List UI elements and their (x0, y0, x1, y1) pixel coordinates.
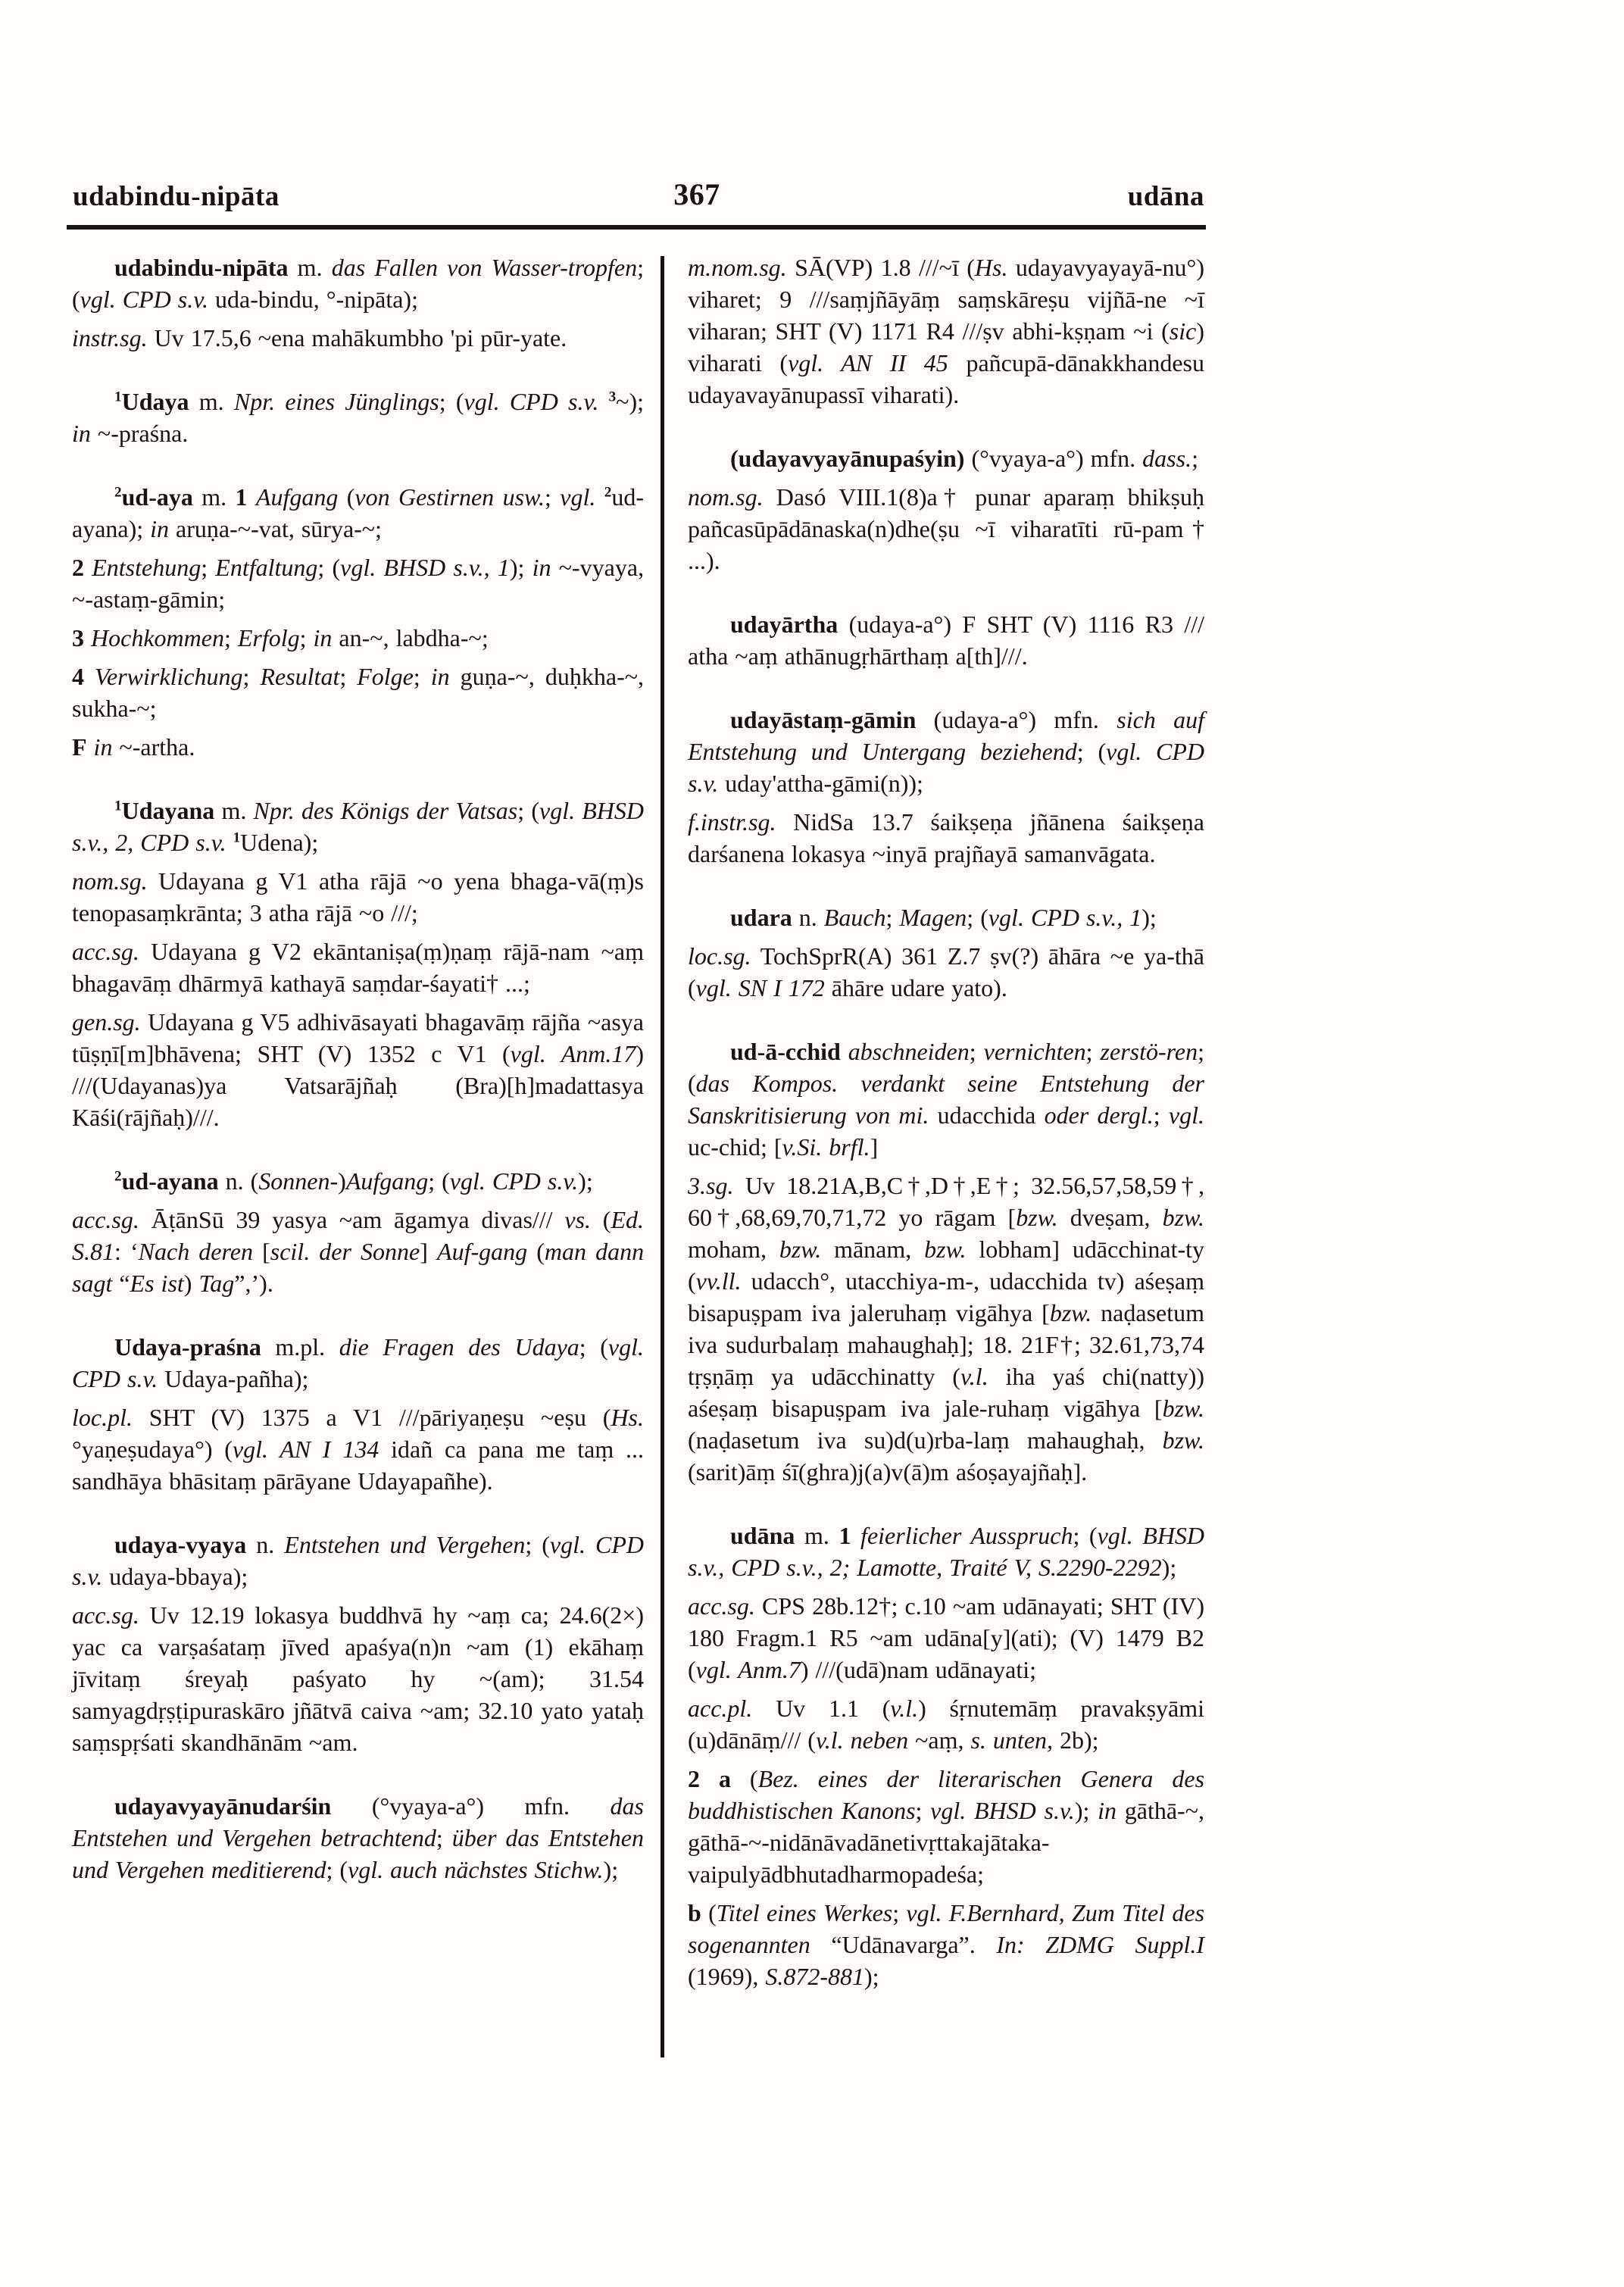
entry-ud-ayana-2 (72, 1165, 644, 1197)
text-run: m. (189, 388, 234, 415)
text-run: in (150, 515, 170, 542)
text-run: ; ( (1076, 738, 1107, 765)
text-run: ; (892, 1899, 907, 1926)
text-run: sic (1169, 317, 1197, 345)
text-run: Udaya-praśna (114, 1333, 261, 1361)
sense-f (72, 731, 644, 763)
text-run: n. (792, 904, 824, 931)
text-run: von Gestirnen usw. (354, 483, 545, 511)
text-run: uday'attha-gāmi(n)); (718, 770, 923, 797)
text-run: udayāstaṃ-gāmin (730, 706, 917, 733)
text-run: mānam, (821, 1236, 925, 1263)
text-run: ; (436, 1824, 452, 1851)
entry-udaya-1 (72, 386, 644, 449)
text-run: nom.sg. (688, 483, 764, 511)
text-run: scil. der Sonne (270, 1238, 420, 1265)
text-run: f.instr.sg. (688, 808, 776, 836)
text-run: Entfaltung (215, 554, 318, 581)
text-run: acc.sg. (72, 938, 139, 965)
text-run: in (313, 624, 333, 651)
text-run: (sarit)āṃ śī(ghra)j(a)v(ā)m aśoṣayajñaḥ]. (688, 1458, 1088, 1486)
entry-udara (688, 901, 1204, 933)
text-run: 3 (608, 389, 617, 405)
gram-loc-sg (688, 940, 1204, 1004)
text-run: vgl. CPD s.v. (72, 1531, 645, 1590)
text-run: vgl. Anm.17 (510, 1040, 636, 1067)
text-run: 2b); (1053, 1726, 1099, 1754)
text-run: ; (339, 663, 358, 690)
text-run: m. (214, 797, 254, 824)
text-run: : ‘ (114, 1238, 139, 1265)
text-run: [ (252, 1238, 270, 1265)
text-run: vgl. AN II 45 (788, 349, 948, 376)
text-run: Uv 12.19 lokasya buddhvā hy ~aṃ ca; 24.6(2×) yac ca varṣaśataṃ jīved apaśya(n)n ~am (1) ekāhaṃ jīvitaṃ śreyaḥ paśyato hy ~(am); 31.54 samyagdṛṣṭipuraskāro jñātvā caiva ~am; 32.10 yato yataḥ saṃspṛśati skandhānām ~am. (72, 1601, 644, 1756)
entry-udaya-prasna (72, 1331, 644, 1395)
text-run: Auf-gang (437, 1238, 528, 1265)
text-run: uc-chid; [ (688, 1133, 782, 1161)
text-run (84, 663, 95, 690)
entry-ud-a-cchid (688, 1036, 1204, 1163)
text-run: Erfolg (237, 624, 300, 651)
text-run: S.872-881 (765, 1963, 864, 1990)
text-run: TochSprR(A) 361 Z.7 ṣv(?) āhāra ~e ya-thā ( (688, 942, 1204, 1001)
text-run: vgl. CPD s.v. (464, 388, 599, 415)
text-run: lobham] udācchinat-ty ( (688, 1236, 1205, 1295)
text-run: Entstehen und Vergehen (284, 1531, 526, 1558)
text-run: ; (223, 624, 238, 651)
text-run: in (1098, 1797, 1116, 1824)
gram-nom-sg-r (688, 481, 1204, 576)
text-run: 1 (839, 1522, 851, 1549)
gram-instr-sg (72, 322, 644, 354)
text-run: dveṣam, (1057, 1204, 1163, 1231)
text-run: Folge (357, 663, 414, 690)
text-run: oder dergl. (1044, 1101, 1154, 1129)
sense-2 (72, 551, 644, 615)
text-run: guṇa-~, duḥkha-~, sukha-~; (72, 663, 645, 722)
text-run: Es ist (130, 1270, 184, 1297)
text-run: ud-aya (121, 483, 193, 511)
text-run: 1 (233, 830, 241, 846)
entry-udana (688, 1520, 1204, 1583)
text-run: loc.pl. (72, 1404, 133, 1431)
text-run: n. (246, 1531, 285, 1558)
text-run: ud-ayana); (72, 483, 645, 542)
text-run: loc.sg. (688, 942, 751, 970)
entry-udayavyayanudarsin (72, 1790, 644, 1886)
text-run: vgl. AN I 134 (232, 1436, 379, 1463)
text-run: Sonnen- (258, 1167, 339, 1195)
text-run: 1 (114, 798, 122, 814)
text-run: (udaya-a°) F SHT (V) 1116 R3 /// atha ~aṃ athānugṛhārthaṃ a[th]///. (688, 611, 1204, 670)
text-run: ~-praśna. (90, 420, 189, 447)
header-left-keyword: udabindu-nipāta (73, 181, 280, 212)
text-run: (°vyaya-a°) mfn. (964, 445, 1143, 472)
entry-udayartha (688, 608, 1204, 672)
text-run: über das Entstehen und Vergehen meditierend (72, 1824, 644, 1883)
text-run: acc.sg. (72, 1206, 139, 1233)
text-run: Hochkommen (91, 624, 224, 651)
text-run: In: ZDMG Suppl.I (996, 1931, 1204, 1958)
text-run: Npr. eines Jünglings (233, 388, 439, 415)
text-run: ĀṭānSū 39 yasya ~am āgamya divas/// (139, 1206, 565, 1233)
text-run: vgl. CPD s.v. (688, 738, 1205, 797)
text-run: das Fallen von Wasser-tropfen (331, 254, 638, 281)
text-run: ); (864, 1963, 879, 1990)
text-run: ); (603, 1856, 619, 1883)
text-run: ; ( (439, 388, 464, 415)
text-run: ] (870, 1133, 879, 1161)
text-run: Verwirklichung (95, 663, 243, 690)
left-column (72, 252, 644, 1886)
text-run: in (72, 420, 91, 447)
text-run: m. (192, 483, 236, 511)
text-run: bzw. (924, 1236, 967, 1263)
text-run: āhāre udare yato). (824, 974, 1007, 1001)
text-run: ; (242, 663, 261, 690)
text-run: in (93, 733, 113, 761)
text-run: Dasó VIII.1(8)a† punar aparaṃ bhikṣuḥ pañcasūpādānaska(n)dhe(ṣu ~ī viharatīti rū-pam† ...). (688, 483, 1204, 574)
text-run: udaya-vyaya (114, 1531, 247, 1558)
text-run: vgl. CPD s.v. (80, 286, 209, 313)
text-run: 2 (72, 554, 84, 581)
entry-ud-aya-2 (72, 481, 644, 545)
text-run: v.l. neben (815, 1726, 909, 1754)
text-run: ) ///(udā)nam udānayati; (800, 1656, 1037, 1683)
text-run: Udayana g V1 atha rājā ~o yena bhaga-vā(ṃ)s tenopasaṃkrānta; 3 atha rājā ~o ///; (72, 867, 644, 926)
text-run: udacch°, utacchiya-m-, udacchida tv) aśeṣaṃ bisapuṣpam iva jaleruhaṃ vigāhya [ (688, 1267, 1204, 1326)
text-run: Udayana g V5 adhivāsayati bhagavāṃ rājña ~asya tūṣṇī[m]bhāvena; SHT (V) 1352 c V1 ( (72, 1008, 644, 1067)
text-run: ; ( (72, 254, 644, 313)
text-run: Udena); (240, 829, 319, 856)
text-run: v.Si. brfl. (782, 1133, 870, 1161)
text-run: vgl. CPD s.v. (72, 1333, 645, 1392)
text-run: ); (1161, 1554, 1177, 1581)
text-run: aruṇa-~-vat, sūrya-~; (169, 515, 382, 542)
text-run: in (532, 554, 551, 581)
sense-4 (72, 661, 644, 724)
text-run: vgl. BHSD s.v., 1 (340, 554, 510, 581)
text-run: NidSa 13.7 śaikṣeṇa jñānena śaikṣeṇa darśanena lokasya ~inyā prajñayā samanvāgata. (688, 808, 1204, 867)
text-run: 1 (235, 483, 248, 511)
text-run: m.nom.sg. (688, 254, 787, 281)
text-run: ; (299, 624, 314, 651)
text-run: das Entstehen und Vergehen betrachtend (72, 1792, 644, 1851)
text-run: F (72, 733, 87, 761)
header-right-keyword: udāna (1127, 181, 1204, 212)
text-run: v.l. (960, 1363, 988, 1390)
text-run: ~aṃ, (908, 1726, 971, 1754)
text-run: Bez. eines der literarischen Genera des buddhistischen Kanons (688, 1765, 1205, 1824)
gram-gen-sg (72, 1006, 644, 1133)
text-run: Udaya (121, 388, 189, 415)
text-run: ) viharati ( (688, 317, 1204, 376)
text-run: m. (795, 1522, 839, 1549)
text-run: (1969), (688, 1963, 766, 1990)
text-run: 3.sg. (688, 1172, 734, 1199)
sense-2b (688, 1897, 1204, 1992)
text-run: udabindu-nipāta (114, 254, 289, 281)
gram-acc-pl (688, 1692, 1204, 1756)
gram-acc-sg-r (688, 1590, 1204, 1686)
text-run: ; ( (517, 797, 539, 824)
text-run: udaya-bbaya); (102, 1563, 248, 1590)
text-run: ; (969, 1038, 984, 1065)
text-run: Magen (899, 904, 967, 931)
text-run: bzw. (1162, 1426, 1204, 1454)
text-run (598, 388, 608, 415)
text-run: ); (509, 554, 532, 581)
text-run: sich auf Entstehung und Untergang beziehend (688, 706, 1205, 765)
gram-f-instr-sg (688, 806, 1204, 870)
text-run: n. ( (218, 1167, 259, 1195)
text-run: udayārtha (730, 611, 839, 638)
text-run: ) śṛnutemāṃ pravakṣyāmi (u)dānāṃ/// ( (688, 1695, 1205, 1754)
entry-udayana-1 (72, 795, 644, 858)
column-divider (661, 256, 664, 2057)
text-run: ; (1191, 445, 1198, 472)
text-run: gen.sg. (72, 1008, 141, 1036)
text-run: vv.ll. (695, 1267, 742, 1295)
text-run: ); (1141, 904, 1157, 931)
text-run: “ (112, 1270, 130, 1297)
text-run: 2 (114, 484, 122, 501)
text-run: acc.pl. (688, 1695, 753, 1722)
text-run: Hs. (974, 254, 1008, 281)
text-run: Bauch (823, 904, 886, 931)
text-run: udacchida (929, 1101, 1045, 1129)
text-run: ] (420, 1238, 438, 1265)
text-run: dass. (1142, 445, 1192, 472)
text-run: 3 (72, 624, 84, 651)
text-run: uda-bindu, °-nipāta); (208, 286, 418, 313)
text-run (841, 1038, 848, 1065)
text-run (226, 829, 233, 856)
text-run: bzw. (1049, 1299, 1092, 1326)
text-run: m.pl. (261, 1333, 339, 1361)
text-run: bzw. (1016, 1204, 1058, 1231)
text-run: idañ ca pana me taṃ ... sandhāya bhāsitaṃ pārāyane Udayapañhe). (72, 1436, 645, 1495)
text-run: acc.sg. (688, 1592, 755, 1620)
text-run: vgl. BHSD s.v. (930, 1797, 1075, 1824)
text-run: m. (288, 254, 332, 281)
text-run: ( (701, 1899, 717, 1926)
text-run: ) (183, 1270, 199, 1297)
text-run: gāthā-~, gāthā-~-nidānāvadānetivṛttakajātaka-vaipulyādbhutadharmopadeśa; (688, 1797, 1205, 1888)
text-run: man dann sagt (72, 1238, 645, 1297)
text-run: vs. (564, 1206, 592, 1233)
text-run: Titel eines Werkes (716, 1899, 893, 1926)
text-run: udayavyayayā-nu°) viharet; 9 ///saṃjñāyāṃ saṃskāreṣu vijñā-ne ~ī viharan; SHT (V) 1171 R4 ///ṣv abhi-kṣṇam ~i ( (688, 254, 1205, 345)
text-run: vgl. CPD s.v., 1 (988, 904, 1142, 931)
text-run: Npr. des Königs der Vatsas (253, 797, 518, 824)
text-run: Nach deren (138, 1238, 253, 1265)
text-run (595, 483, 604, 511)
gram-loc-pl (72, 1401, 644, 1497)
text-run: Ed. S.81 (72, 1206, 645, 1265)
text-run: bzw. (1162, 1204, 1205, 1231)
text-run: ( (730, 1765, 758, 1792)
text-run (84, 624, 91, 651)
header-page-number: 367 (673, 177, 720, 211)
right-column (688, 252, 1204, 1992)
text-run: 2 a (688, 1765, 731, 1792)
gram-m-nom-sg (688, 252, 1204, 411)
text-run: ; ( (525, 1531, 550, 1558)
text-run: vgl. SN I 172 (695, 974, 825, 1001)
gram-acc-sg-3 (72, 1599, 644, 1758)
text-run: ; (1153, 1101, 1169, 1129)
text-run: ) (338, 1167, 346, 1195)
gram-acc-sg-2 (72, 1204, 644, 1299)
text-run: ( (527, 1238, 545, 1265)
text-run: bzw. (779, 1236, 822, 1263)
text-run: Tag (198, 1270, 235, 1297)
text-run: vgl. CPD s.v. (449, 1167, 579, 1195)
text-run: Udayana (121, 797, 215, 824)
text-run: 2 (114, 1168, 122, 1185)
text-run: udāna (730, 1522, 795, 1549)
text-run: ”,’). (234, 1270, 273, 1297)
text-run: ; ( (1073, 1522, 1098, 1549)
text-run: 1 (114, 389, 122, 405)
text-run: ); (578, 1167, 593, 1195)
text-run (851, 1522, 860, 1549)
text-run: Udayana g V2 ekāntaniṣa(ṃ)ṇaṃ rājā-nam ~aṃ bhagavāṃ dhārmyā kathayā saṃdar-śayati† ...; (72, 938, 644, 997)
text-run: bzw. (1162, 1395, 1204, 1422)
text-run: ; ( (317, 554, 341, 581)
text-run: SHT (V) 1375 a V1 ///pāriyaṇeṣu ~eṣu ( (132, 1404, 611, 1431)
text-run: ; (545, 483, 561, 511)
sense-3 (72, 622, 644, 654)
text-run: udayavyayānudarśin (114, 1792, 332, 1820)
text-run: ; (413, 663, 431, 690)
text-run: Hs. (611, 1404, 644, 1431)
text-run: ; ( (326, 1856, 348, 1883)
text-run: ; (201, 554, 216, 581)
text-run: CPS 28b.12†; c.10 ~am udānayati; SHT (IV) 180 Fragm.1 R5 ~am udāna[y](ati); (V) 1479 B2 ( (688, 1592, 1204, 1683)
text-run: b (688, 1899, 701, 1926)
text-run: ( (338, 483, 355, 511)
text-run: moham, (688, 1236, 779, 1263)
text-run: Entstehung (92, 554, 201, 581)
entry-udaya-vyaya (72, 1529, 644, 1592)
text-run: v.l. (890, 1695, 919, 1722)
text-run (248, 483, 256, 511)
text-run: vgl. Anm.7 (695, 1656, 801, 1683)
text-run: (udayavyayānupaśyin) (730, 445, 965, 472)
text-run: ); (1074, 1797, 1098, 1824)
text-run: das Kompos. verdankt seine Entstehung der Sanskritisierung von mi. (688, 1070, 1204, 1129)
text-run: vernichten (983, 1038, 1086, 1065)
text-run: Aufgang (255, 483, 339, 511)
text-run: 4 (72, 663, 84, 690)
gram-nom-sg (72, 865, 644, 929)
text-run: ; ( (688, 1038, 1204, 1097)
text-run: ud-ayana (121, 1167, 219, 1195)
sense-2a (688, 1763, 1204, 1890)
text-run: ( (591, 1206, 611, 1233)
text-run: (°vyaya-a°) mfn. (331, 1792, 611, 1820)
text-run: nom.sg. (72, 867, 148, 895)
text-run: Uv 1.1 ( (752, 1695, 891, 1722)
text-run: vgl. (1168, 1101, 1204, 1129)
text-run (84, 554, 92, 581)
text-run: instr.sg. (72, 324, 148, 351)
text-run: iha yaś chi(natty)) aśeṣaṃ bisapuṣpam iva jale-ruhaṃ vigāhya [ (688, 1363, 1205, 1422)
text-run (87, 733, 94, 761)
entry-udabindu-nipata (72, 252, 644, 315)
text-run: ~); (616, 388, 645, 415)
text-run: Resultat (260, 663, 340, 690)
text-run: ; ( (579, 1333, 608, 1361)
text-run: Uv 18.21A,B,C†,D†,E†; 32.56,57,58,59†, 60†,68,69,70,71,72 yo rāgam [ (688, 1172, 1204, 1231)
entry-udayastam-gamin (688, 704, 1204, 799)
text-run: feierlicher Ausspruch (860, 1522, 1073, 1549)
text-run: die Fragen des Udaya (339, 1333, 579, 1361)
text-run: zerstö-ren (1100, 1038, 1198, 1065)
text-run: vgl. (560, 483, 596, 511)
text-run: in (430, 663, 450, 690)
text-run: vgl. BHSD s.v., CPD s.v., 2; Lamotte, Traité V, S.2290-2292 (688, 1522, 1205, 1581)
text-run: ~-artha. (112, 733, 195, 761)
text-run: “Udānavarga”. (810, 1931, 997, 1958)
text-run: udara (730, 904, 792, 931)
text-run: ; (915, 1797, 931, 1824)
text-run: °yaṇeṣudaya°) ( (72, 1436, 233, 1463)
text-run: Udaya-pañha); (158, 1365, 309, 1392)
header-rule (67, 225, 1206, 230)
text-run: naḍasetum iva sudurbalaṃ mahaughaḥ]; 18. 21F†; 32.61,73,74 tṛṣṇāṃ ya udācchinatty ( (688, 1299, 1205, 1390)
text-run: ~-vyaya, ~-astaṃ-gāmin; (72, 554, 645, 613)
text-run: ud-ā-cchid (730, 1038, 841, 1065)
text-run: ; (885, 904, 900, 931)
text-run: Aufgang (345, 1167, 429, 1195)
text-run: (naḍasetum iva su)d(u)rba-laṃ mahaughaḥ, (688, 1426, 1163, 1454)
text-run: vgl. auch nächstes Stichw. (348, 1856, 604, 1883)
gram-3-sg (688, 1170, 1204, 1488)
text-run: ) ///(Udayanas)ya Vatsarājñaḥ (Bra)[h]madattasya Kāśi(rājñaḥ)///. (72, 1040, 645, 1131)
text-run: s. unten, (970, 1726, 1054, 1754)
text-run: ; ( (428, 1167, 450, 1195)
text-run: (udaya-a°) mfn. (916, 706, 1117, 733)
text-run: ; ( (967, 904, 988, 931)
text-run: abschneiden (848, 1038, 970, 1065)
text-run: vgl. BHSD s.v., 2, CPD s.v. (72, 797, 645, 856)
text-run: an-~, labdha-~; (332, 624, 489, 651)
text-run: Uv 17.5,6 ~ena mahākumbho 'pi pūr-yate. (147, 324, 567, 351)
text-run: vgl. F.Bernhard, Zum Titel des sogenannten (688, 1899, 1205, 1958)
entry-udayavyayanupasyin (688, 442, 1204, 474)
text-run: pañcupā-dānakkhandesu udayavayānupassī viharati). (688, 349, 1204, 408)
text-run: ; (1085, 1038, 1101, 1065)
text-run: 2 (604, 484, 612, 501)
text-run: acc.sg. (72, 1601, 139, 1629)
text-run: SĀ(VP) 1.8 ///~ī ( (786, 254, 975, 281)
gram-acc-sg (72, 936, 644, 999)
